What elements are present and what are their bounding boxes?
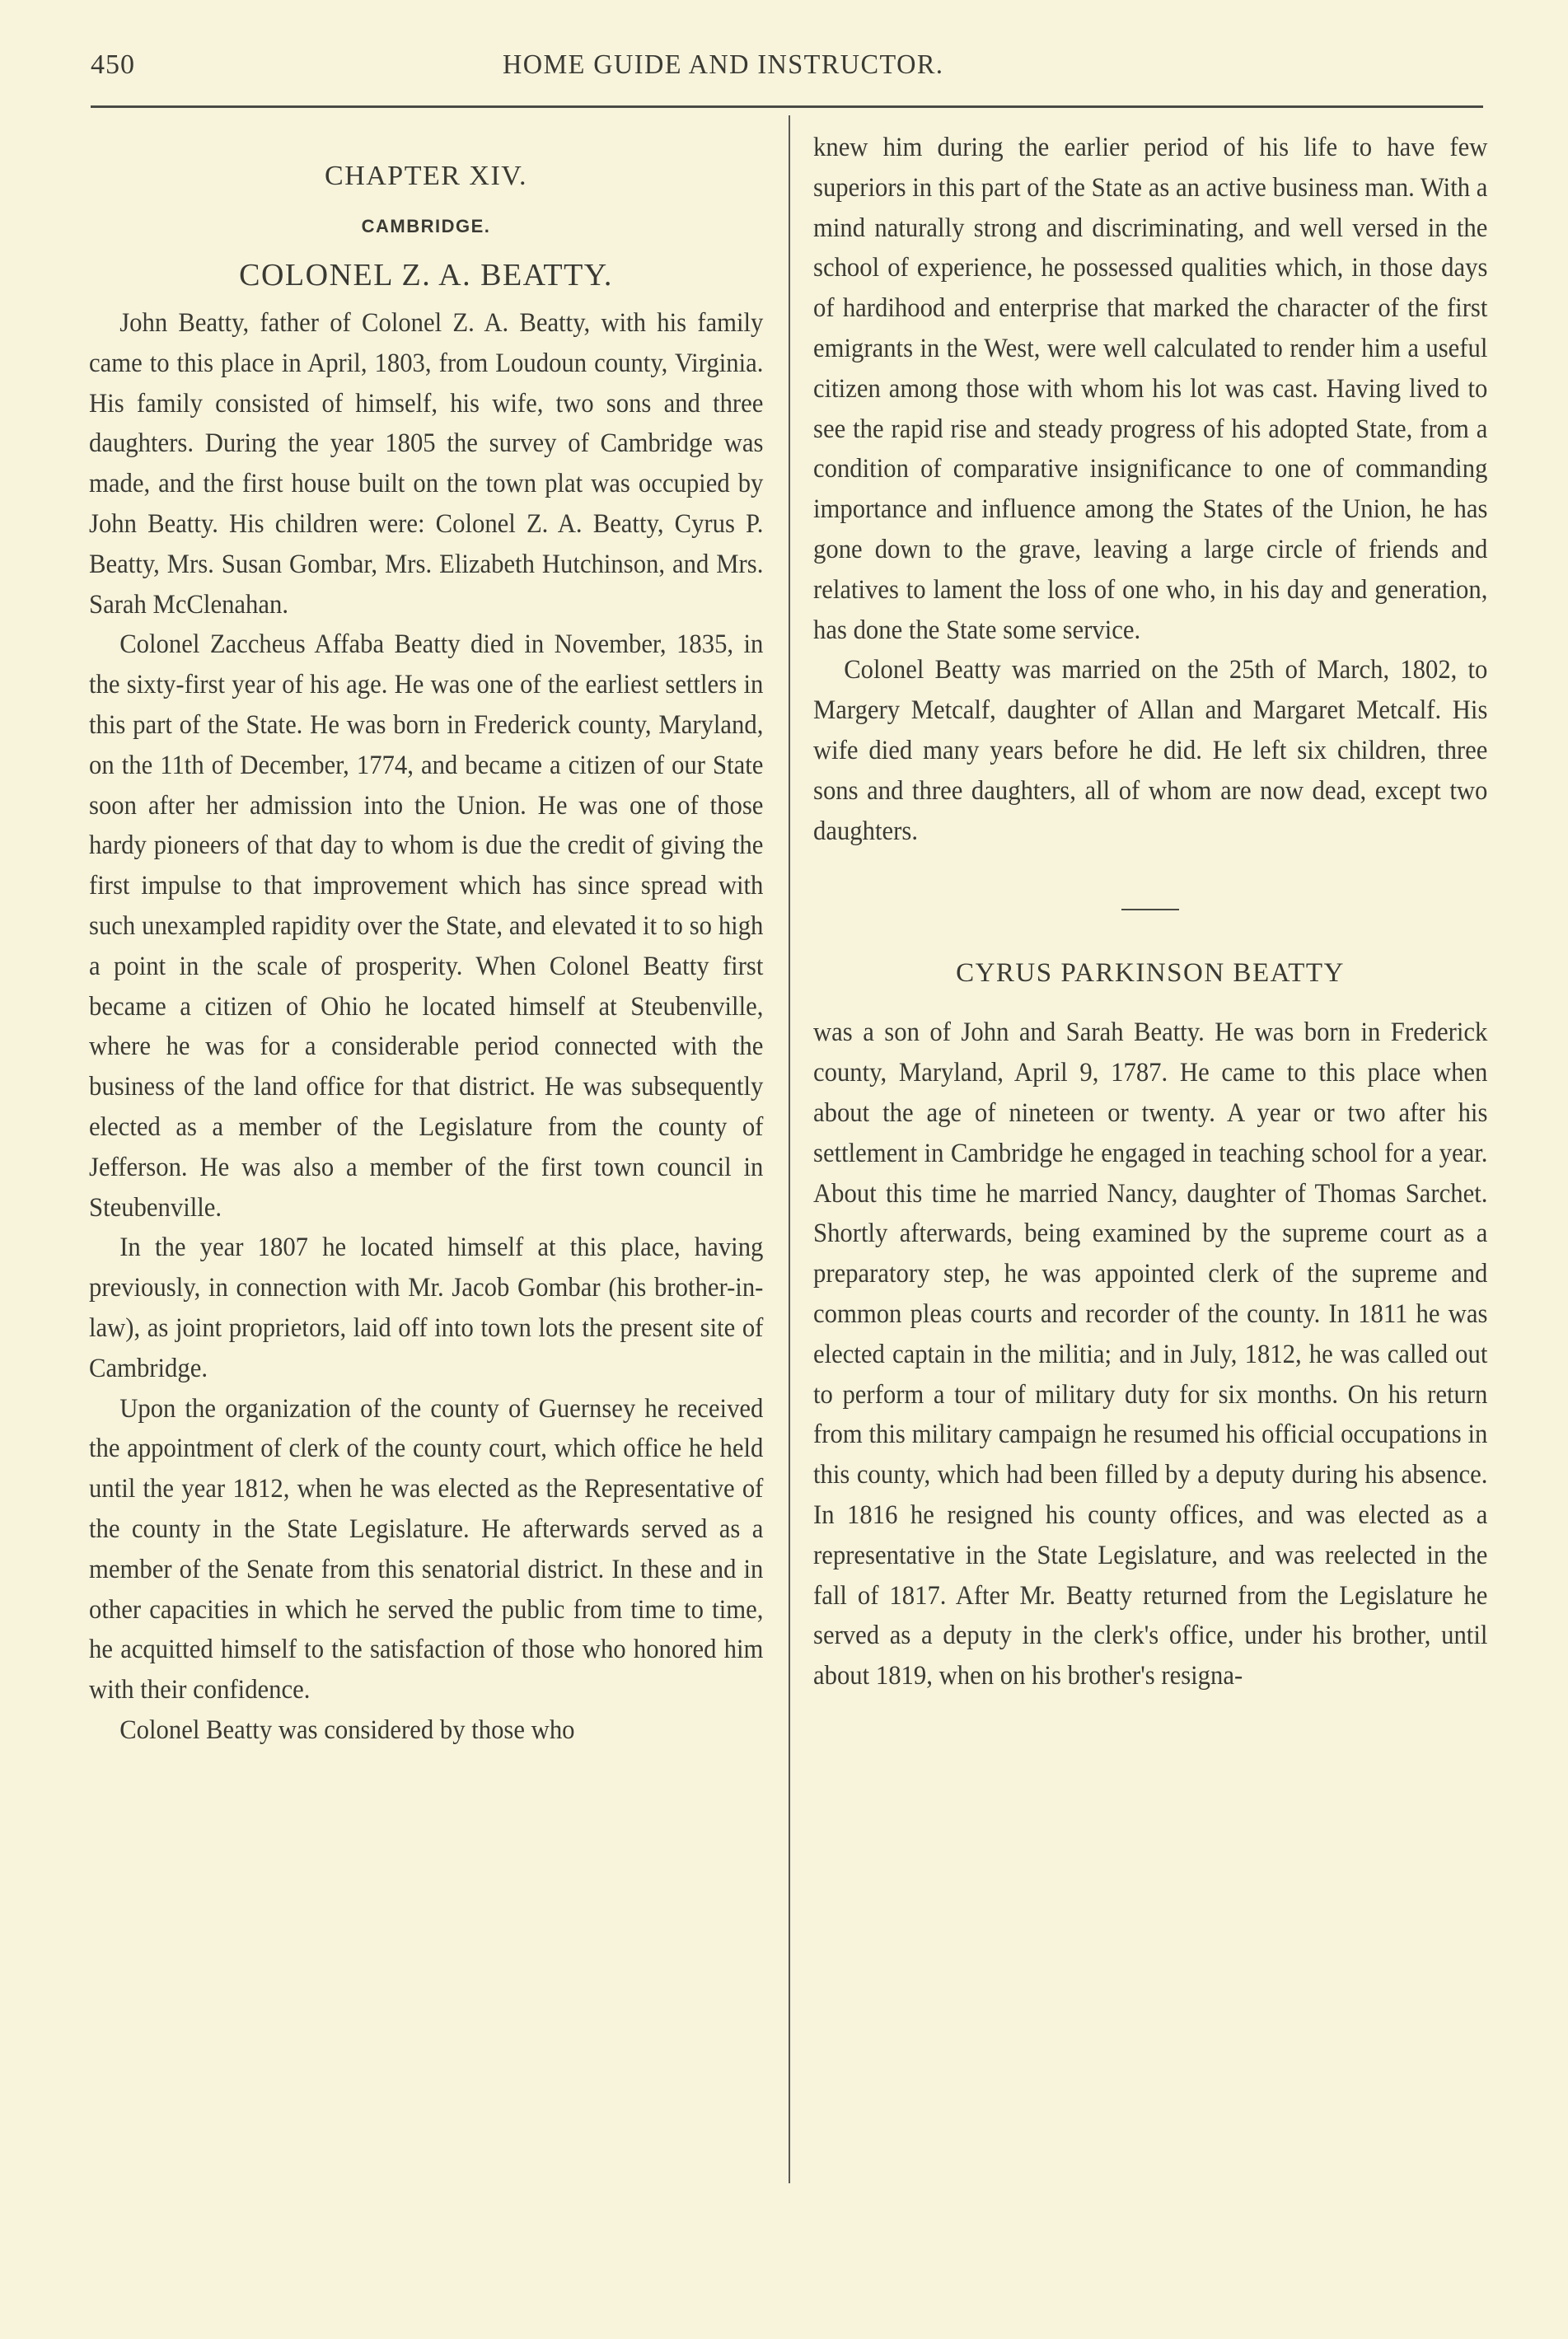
section-break-rule <box>1121 909 1179 910</box>
header-rule <box>91 105 1483 108</box>
paragraph: John Beatty, father of Colonel Z. A. Beatty, with his family came to this place in April, 1803, from Loudoun county, Virginia. His family consisted of himself, his wife, two sons and three daughters. During the year 1805 the survey of Cambridge was made, and the first house built on the town plat was occupied by John Beatty. His children were: Colonel Z. A. Beatty, Cyrus P. Beatty, Mrs. Susan Gombar, Mrs. Elizabeth Hutchinson, and Mrs. Sarah McClenahan. <box>89 308 764 620</box>
paragraph: knew him during the earlier period of his life to have few superiors in this part of the State as an active business man. With a mind naturally strong and discriminating, and well versed in the school of experience, he possessed qualities which, in those days of hardihood and enterprise that marked the character of the first emigrants in the West, were well calculated to render him a useful citizen among those with whom his lot was cast. Having lived to see the rapid rise and steady progress of his adopted State, from a condition of comparative insignificance to one of commanding importance and influence among the States of the Union, he has gone down to the grave, leaving a large circle of friends and relatives to lament the loss of one who, in his day and generation, has done the State some service. <box>813 133 1488 645</box>
right-column <box>813 128 1487 1696</box>
paragraph: In the year 1807 he located himself at this place, having previously, in connection with Mr. Jacob Gombar (his brother-in-law), as joint proprietors, laid off into town lots the present site of Cambridge. <box>89 1233 764 1383</box>
paragraph: was a son of John and Sarah Beatty. He was born in Frederick county, Maryland, April 9, 1787. He came to this place when about the age of nineteen or twenty. A year or two after his settlement in Cambridge he engaged in teaching school for a year. About this time he married Nancy, daughter of Thomas Sarchet. Shortly afterwards, being examined by the supreme court as a preparatory step, he was appointed clerk of the supreme and common pleas courts and recorder of the county. In 1811 he was elected captain in the militia; and in July, 1812, he was called out to perform a tour of military duty for six months. On his return from this military campaign he resumed his official occupations in this county, which had been filled by a deputy during his absence. In 1816 he resigned his county offices, and was elected as a representative in the State Legislature, and was reelected in the fall of 1817. After Mr. Beatty returned from the Legislature he served as a deputy in the clerk's office, under his brother, until about 1819, when on his brother's resigna- <box>813 1017 1488 1691</box>
page-number: 450 <box>91 49 135 80</box>
article-title: COLONEL Z. A. BEATTY. <box>239 258 613 292</box>
section-label: CAMBRIDGE. <box>361 216 491 236</box>
left-column <box>89 128 763 1751</box>
paragraph: Upon the organization of the county of Guernsey he received the appointment of clerk of the county court, which office he held until the year 1812, when he was elected as the Representative of the county in the State Legislature. He afterwards served as a member of the Senate from this senatorial district. In these and in other capacities in which he served the public from time to time, he acquitted himself to the satisfaction of those who honored him with their confidence. <box>89 1393 764 1705</box>
paragraph: Colonel Beatty was married on the 25th of March, 1802, to Margery Metcalf, daughter of Allan and Margaret Metcalf. His wife died many years before he did. He left six children, three sons and three daughters, all of whom are now dead, except two daughters. <box>813 655 1488 846</box>
column-divider <box>789 115 790 2183</box>
paragraph: Colonel Beatty was considered by those who <box>119 1714 575 1745</box>
chapter-title: CHAPTER XIV. <box>325 161 527 191</box>
page-header <box>91 49 1483 91</box>
article-title: CYRUS PARKINSON BEATTY <box>956 958 1345 989</box>
running-title: HOME GUIDE AND INSTRUCTOR. <box>503 49 944 80</box>
paragraph: Colonel Zaccheus Affaba Beatty died in November, 1835, in the sixty-first year of his age. He was one of the earliest settlers in this part of the State. He was born in Frederick county, Maryland, on the 11th of December, 1774, and became a citizen of our State soon after her admission into the Union. He was one of those hardy pioneers of that day to whom is due the credit of giving the first impulse to that improvement which has since spread with such unexampled rapidity over the State, and elevated it to so high a point in the scale of prosperity. When Colonel Beatty first became a citizen of Ohio he located himself at Steubenville, where he was for a considerable period connected with the business of the land office for that district. He was subsequently elected as a member of the Legislature from the county of Jefferson. He was also a member of the first town council in Steubenville. <box>89 629 764 1223</box>
